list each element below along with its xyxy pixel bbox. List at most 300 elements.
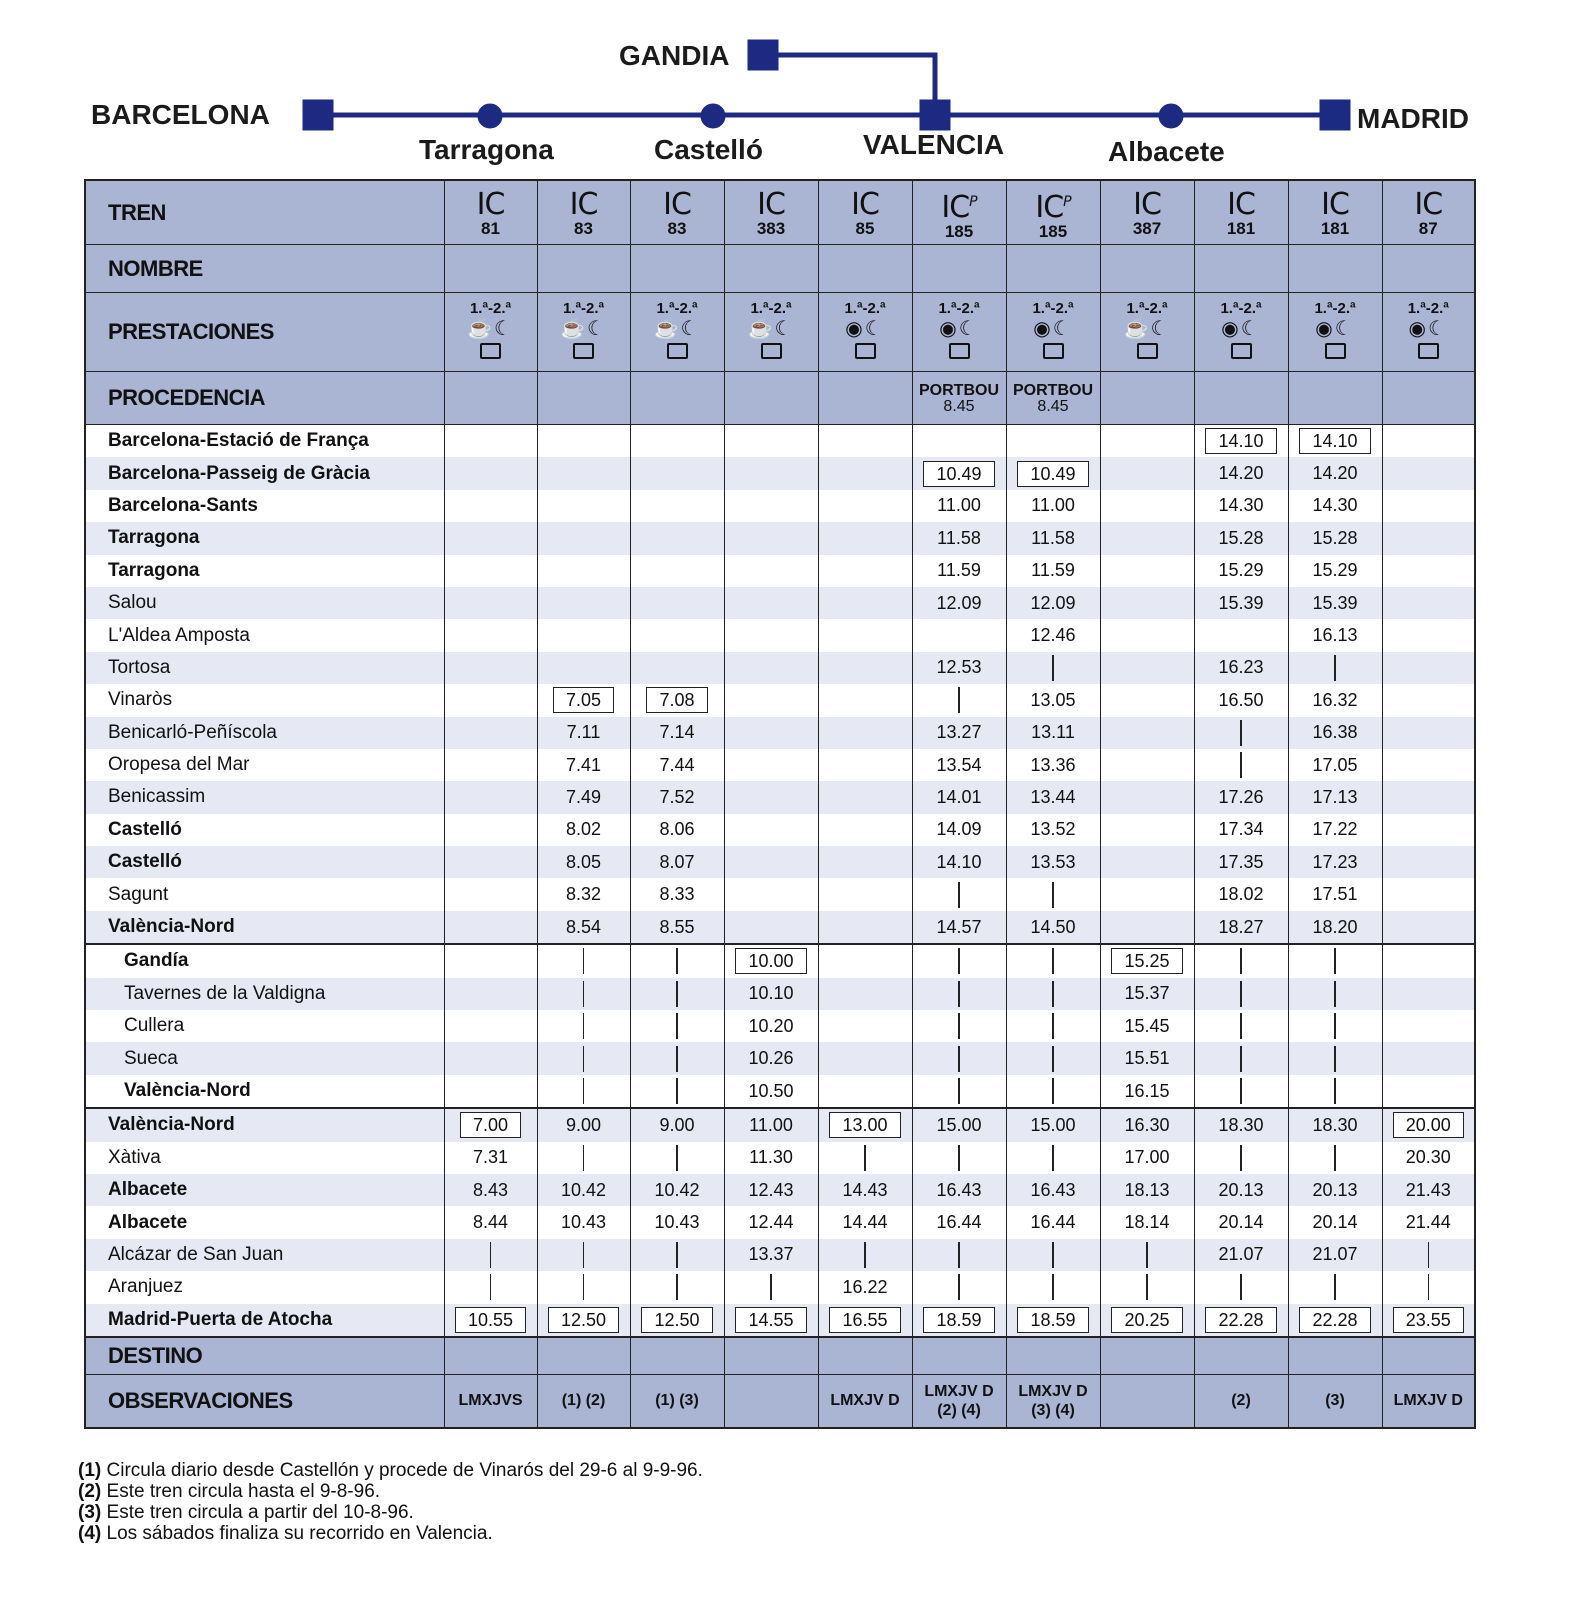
time-cell xyxy=(630,717,724,749)
timetable-row xyxy=(85,1174,1475,1206)
time-value: 12.44 xyxy=(748,1212,794,1233)
time-value: 15.39 xyxy=(1218,592,1264,613)
time-cell xyxy=(1382,878,1475,910)
pass-through-line xyxy=(864,1242,866,1268)
pass-through-line xyxy=(958,1274,960,1300)
time-cell xyxy=(1382,1075,1475,1108)
time-value: 15.28 xyxy=(1218,527,1264,548)
time-value: 8.05 xyxy=(565,851,602,872)
time-cell xyxy=(818,425,912,458)
header-cell-destino xyxy=(1382,1337,1475,1375)
train-type-label xyxy=(1101,186,1194,222)
pass-through-line xyxy=(676,1242,678,1268)
boxed-time: 23.55 xyxy=(1393,1307,1464,1333)
terminal-madrid-marker xyxy=(1320,100,1350,130)
time-cell xyxy=(537,1239,630,1271)
train-class-label: 1.ª-2.ª xyxy=(1220,299,1262,317)
time-value: 20.13 xyxy=(1312,1179,1358,1200)
header-cell-observaciones xyxy=(1006,1374,1100,1428)
pass-through-line xyxy=(1052,981,1054,1007)
cafeteria-icon: ☕☾ xyxy=(467,317,514,340)
time-value: 7.52 xyxy=(659,786,695,807)
time-value: 17.34 xyxy=(1218,819,1264,840)
header-cell-prestaciones xyxy=(444,293,537,372)
time-cell xyxy=(444,1271,537,1303)
time-cell xyxy=(537,1075,630,1108)
boxed-time: 14.10 xyxy=(1299,428,1370,454)
station-name: Tarragona xyxy=(85,555,444,587)
time-cell xyxy=(537,490,630,522)
pass-through-line xyxy=(583,1145,585,1171)
time-cell xyxy=(1100,1304,1194,1337)
pass-through-line xyxy=(958,1046,960,1072)
time-cell xyxy=(1100,457,1194,489)
train-type-text: IC xyxy=(663,186,691,222)
time-cell xyxy=(444,587,537,619)
time-cell xyxy=(1006,1010,1100,1042)
header-cell-destino xyxy=(724,1337,818,1375)
station-name: Castelló xyxy=(85,846,444,878)
pass-through-line xyxy=(1240,981,1242,1007)
time-cell xyxy=(1006,684,1100,716)
timetable-row xyxy=(85,684,1475,716)
train-type-label xyxy=(631,186,724,222)
timetable-row xyxy=(85,555,1475,587)
time-cell xyxy=(1288,1075,1382,1108)
time-cell xyxy=(724,878,818,910)
pass-through-line xyxy=(1334,655,1336,681)
header-cell-prestaciones xyxy=(818,293,912,372)
pass-through-line xyxy=(1146,1274,1148,1300)
header-cell-nombre xyxy=(912,245,1006,293)
time-value: 14.01 xyxy=(936,786,982,807)
time-value: 9.00 xyxy=(659,1114,695,1135)
time-cell xyxy=(1288,846,1382,878)
train-number: 185 xyxy=(944,221,974,241)
time-value: 16.43 xyxy=(936,1179,982,1200)
time-cell xyxy=(537,814,630,846)
timetable-row xyxy=(85,1206,1475,1238)
header-cell-nombre xyxy=(1382,245,1475,293)
footnote-text: Este tren circula a partir del 10-8-96. xyxy=(106,1502,414,1523)
pass-through-line xyxy=(1334,1145,1336,1171)
header-cell-tren xyxy=(912,180,1006,245)
time-value: 13.44 xyxy=(1030,786,1076,807)
time-cell xyxy=(630,749,724,781)
boxed-time: 7.05 xyxy=(553,687,614,713)
time-cell xyxy=(724,522,818,554)
pass-through-line xyxy=(583,1274,585,1300)
time-cell xyxy=(1288,1271,1382,1303)
time-cell xyxy=(1100,1142,1194,1174)
time-value: 16.13 xyxy=(1312,625,1358,646)
train-type-label xyxy=(1195,186,1288,222)
time-value: 8.32 xyxy=(565,884,602,905)
boxed-time: 14.10 xyxy=(1205,428,1276,454)
time-cell xyxy=(912,1075,1006,1108)
header-cell-nombre xyxy=(1288,245,1382,293)
time-cell xyxy=(724,749,818,781)
station-label-barcelona: BARCELONA xyxy=(91,99,270,130)
time-value: 15.28 xyxy=(1312,527,1358,548)
header-cell-procedencia xyxy=(444,372,537,425)
pass-through-line xyxy=(1428,1274,1430,1300)
time-cell xyxy=(1194,717,1288,749)
pass-through-line xyxy=(583,1242,585,1268)
train-class-label: 1.ª-2.ª xyxy=(1032,299,1074,317)
station-name: Alcázar de San Juan xyxy=(85,1239,444,1271)
train-class-label: 1.ª-2.ª xyxy=(469,299,512,317)
time-value: 15.45 xyxy=(1124,1015,1170,1036)
footnote-mark: (3) xyxy=(78,1502,102,1523)
pass-through-line xyxy=(1334,1013,1336,1039)
time-cell xyxy=(912,944,1006,977)
time-value: 13.54 xyxy=(936,754,982,775)
station-name: Tarragona xyxy=(85,522,444,554)
station-name: Tavernes de la Valdigna xyxy=(85,978,444,1010)
time-cell xyxy=(1194,1108,1288,1141)
time-cell xyxy=(1100,1042,1194,1074)
header-cell-observaciones xyxy=(818,1374,912,1428)
time-cell xyxy=(444,1174,537,1206)
time-cell xyxy=(1288,781,1382,813)
timetable-row xyxy=(85,1239,1475,1271)
timetable-row xyxy=(85,457,1475,489)
time-value: 14.44 xyxy=(842,1212,888,1233)
train-class-label: 1.ª-2.ª xyxy=(1407,299,1449,317)
time-cell xyxy=(1288,1142,1382,1174)
timetable-row xyxy=(85,1142,1475,1174)
time-cell xyxy=(1194,457,1288,489)
header-cell-procedencia xyxy=(1194,372,1288,425)
time-cell xyxy=(1100,555,1194,587)
pass-through-line xyxy=(676,1145,678,1171)
station-name: Albacete xyxy=(85,1174,444,1206)
stop-albacete-marker xyxy=(1159,104,1183,128)
footnote-text: Circula diario desde Castellón y procede de Vinarós del 29-6 al 9-9-96. xyxy=(106,1460,703,1481)
header-cell-observaciones xyxy=(1382,1374,1475,1428)
time-cell xyxy=(912,490,1006,522)
pass-through-line xyxy=(1334,1046,1336,1072)
time-cell xyxy=(1006,878,1100,910)
header-cell-nombre xyxy=(1100,245,1194,293)
procedencia-time: 8.45 xyxy=(943,397,975,415)
boxed-time: 7.00 xyxy=(460,1112,521,1138)
time-value: 10.42 xyxy=(560,1179,607,1200)
footnote xyxy=(78,1523,703,1544)
timetable-row xyxy=(85,978,1475,1010)
footnote-mark: (4) xyxy=(78,1523,102,1544)
time-cell xyxy=(724,587,818,619)
station-name: Sueca xyxy=(85,1042,444,1074)
time-cell xyxy=(818,717,912,749)
time-cell xyxy=(1382,1010,1475,1042)
pass-through-line xyxy=(958,1013,960,1039)
header-cell-observaciones xyxy=(912,1374,1006,1428)
route-diagram xyxy=(0,0,1574,178)
boxed-time: 7.08 xyxy=(646,687,707,713)
header-cell-tren xyxy=(818,180,912,245)
time-cell xyxy=(1288,944,1382,977)
station-label-albacete: Albacete xyxy=(1108,136,1225,167)
header-cell-tren xyxy=(1100,180,1194,245)
time-value: 12.43 xyxy=(748,1179,794,1200)
timetable-row xyxy=(85,425,1475,458)
time-value: 20.14 xyxy=(1218,1212,1264,1233)
station-name: Tortosa xyxy=(85,652,444,684)
time-cell xyxy=(1382,425,1475,458)
time-cell xyxy=(1288,457,1382,489)
time-cell xyxy=(1100,619,1194,651)
header-cell-destino xyxy=(537,1337,630,1375)
time-cell xyxy=(818,684,912,716)
seat-reservation-icon xyxy=(1418,343,1439,359)
pass-through-line xyxy=(583,948,585,974)
time-value: 16.44 xyxy=(1030,1212,1076,1233)
pass-through-line xyxy=(1334,948,1336,974)
pass-through-line xyxy=(1428,1242,1430,1268)
time-cell xyxy=(1382,846,1475,878)
time-cell xyxy=(1194,555,1288,587)
time-value: 12.09 xyxy=(1030,592,1076,613)
time-value: 10.10 xyxy=(748,983,794,1004)
time-value: 8.44 xyxy=(472,1212,509,1233)
time-value: 20.30 xyxy=(1405,1147,1451,1168)
time-cell xyxy=(912,1271,1006,1303)
time-cell xyxy=(1382,1206,1475,1238)
train-type-text: IC xyxy=(1414,186,1443,222)
train-type-text: IC xyxy=(1035,189,1064,225)
time-cell xyxy=(1006,1271,1100,1303)
station-label-valencia: VALENCIA xyxy=(863,129,1005,160)
time-cell xyxy=(724,619,818,651)
time-cell xyxy=(1288,978,1382,1010)
time-cell xyxy=(444,717,537,749)
time-cell xyxy=(537,911,630,944)
timetable-row xyxy=(85,911,1475,944)
time-value: 18.13 xyxy=(1124,1179,1170,1200)
time-cell xyxy=(818,911,912,944)
time-cell xyxy=(537,944,630,977)
observaciones-days: LMXJV D xyxy=(1018,1382,1088,1400)
time-cell xyxy=(724,490,818,522)
time-cell xyxy=(912,846,1006,878)
pass-through-line xyxy=(676,1078,678,1104)
time-cell xyxy=(724,846,818,878)
train-number: 383 xyxy=(756,218,786,238)
footnote-mark: (1) xyxy=(78,1460,102,1481)
time-value: 11.59 xyxy=(937,560,981,581)
time-value: 7.14 xyxy=(659,722,695,743)
observaciones-notes: (3) (4) xyxy=(1031,1401,1075,1419)
pass-through-line xyxy=(676,948,678,974)
header-cell-prestaciones xyxy=(1006,293,1100,372)
header-cell-tren xyxy=(724,180,818,245)
train-type-label xyxy=(538,186,630,222)
time-cell xyxy=(1006,978,1100,1010)
time-cell xyxy=(724,717,818,749)
boxed-time: 18.59 xyxy=(923,1307,994,1333)
time-cell xyxy=(818,1304,912,1337)
stop-tarragona-marker xyxy=(478,104,502,128)
observaciones-notes: (2) (4) xyxy=(937,1401,981,1419)
seat-reservation-icon xyxy=(667,343,688,359)
time-value: 16.30 xyxy=(1124,1114,1170,1135)
boxed-time: 20.00 xyxy=(1393,1112,1464,1138)
time-cell xyxy=(1288,1304,1382,1337)
time-cell xyxy=(444,1239,537,1271)
pass-through-line xyxy=(1334,1274,1336,1300)
time-value: 17.35 xyxy=(1218,851,1264,872)
boxed-time: 10.00 xyxy=(735,948,806,974)
header-row-observaciones xyxy=(85,1374,1475,1428)
restaurant-icon: ◉☾ xyxy=(1408,317,1448,340)
time-cell xyxy=(1006,717,1100,749)
train-type-suffix: P xyxy=(1063,193,1071,210)
time-value: 13.27 xyxy=(936,722,982,743)
time-cell xyxy=(630,1206,724,1238)
boxed-time: 20.25 xyxy=(1111,1307,1182,1333)
time-value: 12.53 xyxy=(936,657,982,678)
train-class-label: 1.ª-2.ª xyxy=(750,299,792,317)
header-cell-procedencia xyxy=(912,372,1006,425)
time-cell xyxy=(444,1075,537,1108)
time-cell xyxy=(444,878,537,910)
time-cell xyxy=(912,1142,1006,1174)
time-cell xyxy=(912,717,1006,749)
time-cell xyxy=(912,878,1006,910)
time-cell xyxy=(1194,1239,1288,1271)
time-cell xyxy=(1194,878,1288,910)
time-cell xyxy=(1006,1108,1100,1141)
seat-reservation-icon xyxy=(480,343,501,359)
train-type-label xyxy=(1289,186,1382,222)
station-name: Cullera xyxy=(85,1010,444,1042)
header-cell-observaciones xyxy=(630,1374,724,1428)
observaciones-days: LMXJV D xyxy=(1393,1392,1463,1410)
time-cell xyxy=(1194,1304,1288,1337)
time-cell xyxy=(1100,717,1194,749)
time-cell xyxy=(912,1206,1006,1238)
time-cell xyxy=(912,425,1006,458)
time-cell xyxy=(630,878,724,910)
header-cell-tren xyxy=(444,180,537,245)
time-cell xyxy=(1288,555,1382,587)
timetable-row xyxy=(85,1075,1475,1108)
station-name: Aranjuez xyxy=(85,1271,444,1303)
train-number: 185 xyxy=(1038,221,1068,241)
header-label-prestaciones: PRESTACIONES xyxy=(85,293,444,372)
time-cell xyxy=(912,911,1006,944)
train-type-label xyxy=(1007,186,1100,224)
time-cell xyxy=(630,814,724,846)
time-cell xyxy=(630,1108,724,1141)
time-value: 21.43 xyxy=(1405,1179,1451,1200)
header-cell-destino xyxy=(1100,1337,1194,1375)
time-cell xyxy=(1382,457,1475,489)
time-cell xyxy=(912,457,1006,489)
time-value: 17.13 xyxy=(1312,786,1358,807)
time-cell xyxy=(1006,1304,1100,1337)
time-value: 16.50 xyxy=(1218,689,1264,710)
time-cell xyxy=(1100,1075,1194,1108)
restaurant-icon: ◉☾ xyxy=(845,317,885,340)
time-cell xyxy=(1288,587,1382,619)
header-cell-destino xyxy=(818,1337,912,1375)
pass-through-line xyxy=(958,1078,960,1104)
time-cell xyxy=(818,1042,912,1074)
pass-through-line xyxy=(958,882,960,908)
pass-through-line xyxy=(958,981,960,1007)
train-number: 81 xyxy=(481,218,500,238)
time-cell xyxy=(444,522,537,554)
station-name: L'Aldea Amposta xyxy=(85,619,444,651)
time-cell xyxy=(818,944,912,977)
pass-through-line xyxy=(1240,1013,1242,1039)
time-cell xyxy=(630,1271,724,1303)
time-cell xyxy=(630,619,724,651)
time-value: 13.37 xyxy=(748,1244,794,1265)
time-value: 14.20 xyxy=(1218,463,1264,484)
footnotes xyxy=(78,1460,703,1544)
time-cell xyxy=(537,1142,630,1174)
station-name: Albacete xyxy=(85,1206,444,1238)
header-cell-nombre xyxy=(1006,245,1100,293)
time-cell xyxy=(1006,425,1100,458)
station-name: València-Nord xyxy=(85,911,444,944)
station-name: Vinaròs xyxy=(85,684,444,716)
observaciones-days: (1) (3) xyxy=(655,1392,699,1410)
time-value: 20.13 xyxy=(1218,1179,1264,1200)
time-cell xyxy=(1194,425,1288,458)
time-cell xyxy=(537,619,630,651)
time-cell xyxy=(1006,652,1100,684)
time-cell xyxy=(537,522,630,554)
time-cell xyxy=(1382,490,1475,522)
pass-through-line xyxy=(583,981,585,1007)
time-cell xyxy=(630,1010,724,1042)
time-cell xyxy=(1006,846,1100,878)
time-cell xyxy=(1194,1075,1288,1108)
pass-through-line xyxy=(1052,1145,1054,1171)
time-cell xyxy=(537,555,630,587)
station-name: Barcelona-Estació de França xyxy=(85,425,444,458)
time-value: 11.00 xyxy=(1031,495,1075,516)
station-name: Oropesa del Mar xyxy=(85,749,444,781)
header-cell-nombre xyxy=(537,245,630,293)
time-cell xyxy=(444,1206,537,1238)
time-value: 8.02 xyxy=(565,819,602,840)
pass-through-line xyxy=(583,1013,585,1039)
timetable-row xyxy=(85,619,1475,651)
time-value: 8.07 xyxy=(659,851,695,872)
time-cell xyxy=(1006,1042,1100,1074)
pass-through-line xyxy=(864,1145,866,1171)
station-label-castello: Castelló xyxy=(654,134,763,165)
timetable-row xyxy=(85,1042,1475,1074)
pass-through-line xyxy=(1052,1046,1054,1072)
time-cell xyxy=(1288,1239,1382,1271)
time-cell xyxy=(724,1042,818,1074)
time-value: 16.32 xyxy=(1312,689,1358,710)
time-value: 17.00 xyxy=(1124,1147,1170,1168)
header-cell-observaciones xyxy=(537,1374,630,1428)
time-value: 14.50 xyxy=(1030,916,1076,937)
time-cell xyxy=(818,457,912,489)
station-label-tarragona: Tarragona xyxy=(419,134,554,165)
header-cell-nombre xyxy=(818,245,912,293)
time-value: 16.44 xyxy=(936,1212,982,1233)
